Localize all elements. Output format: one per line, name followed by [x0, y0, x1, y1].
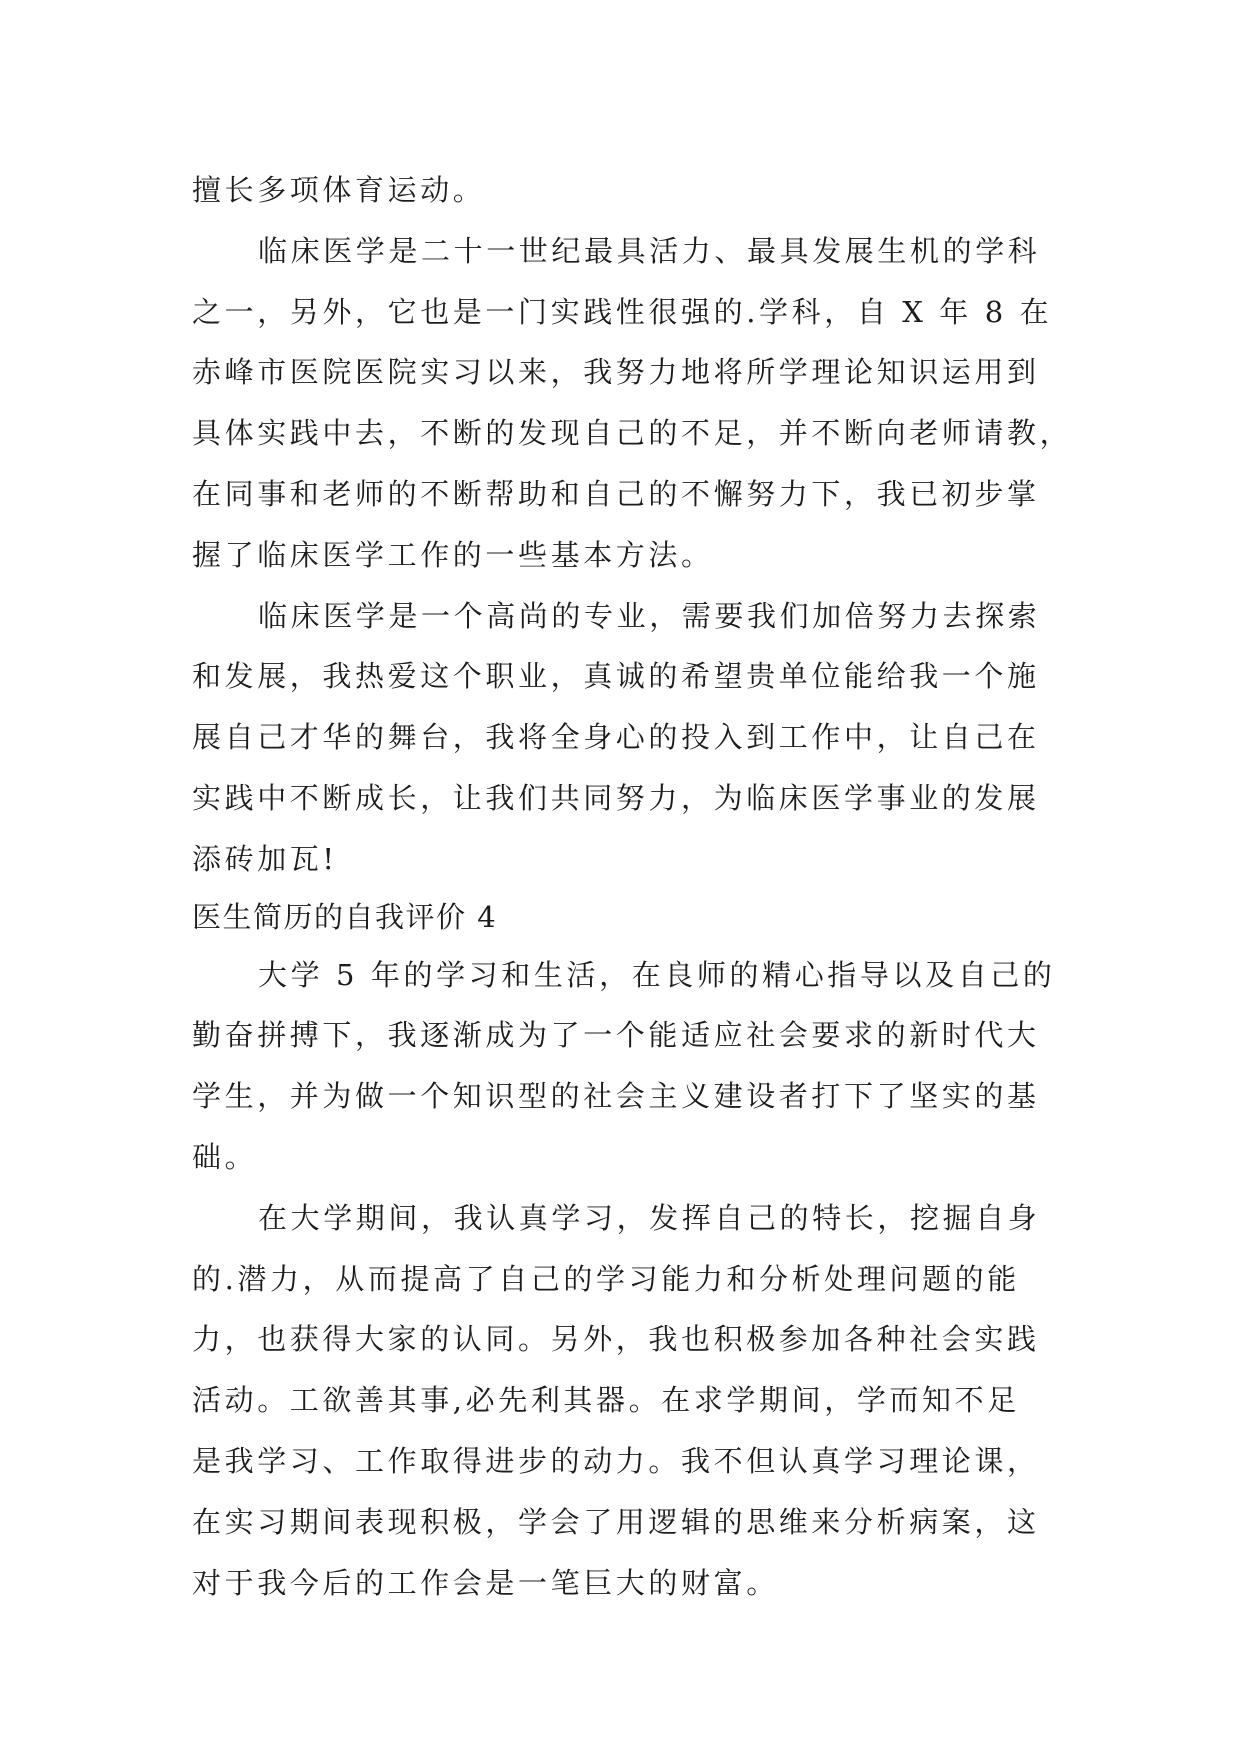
text-line: 和发展，我热爱这个职业，真诚的希望贵单位能给我一个施 [192, 659, 1040, 694]
text-line: 临床医学是二十一世纪最具活力、最具发展生机的学科 [258, 233, 1041, 268]
paragraph-clinical-medicine-internship [192, 221, 1073, 586]
text-line: 展自己才华的舞台，我将全身心的投入到工作中，让自己在 [192, 720, 1040, 755]
text-line: 在实习期间表现积极，学会了用逻辑的思维来分析病案，这 [192, 1504, 1040, 1539]
text-line: 在大学期间，我认真学习，发挥自己的特长，挖掘自身 [258, 1200, 1041, 1235]
text-line: 活动。工欲善其事,必先利其器。在求学期间，学而知不足 [192, 1383, 1020, 1418]
text-line: 是我学习、工作取得进步的动力。我不但认真学习理论课， [192, 1443, 1040, 1478]
text-line: 实践中不断成长，让我们共同努力，为临床医学事业的发展 [192, 780, 1040, 815]
text-line: 学生，并为做一个知识型的社会主义建设者打下了坚实的基 [192, 1079, 1040, 1114]
paragraph-university-period [192, 1188, 1052, 1614]
text-line: 擅长多项体育运动。 [192, 173, 486, 207]
text-line: 大学 5 年的学习和生活，在良师的精心指导以及自己的 [258, 957, 1056, 992]
text-line: 赤峰市医院医院实习以来，我努力地将所学理论知识运用到 [192, 355, 1040, 390]
continuation-paragraph [192, 160, 1052, 221]
text-line: 临床医学是一个高尚的专业，需要我们加倍努力去探索 [258, 598, 1041, 633]
section-heading: 医生简历的自我评价 4 [192, 899, 498, 934]
text-line: 之一，另外，它也是一门实践性很强的.学科，自 X 年 8 在 [192, 294, 1053, 329]
text-line: 添砖加瓦! [192, 841, 338, 876]
paragraph-career-aspiration [192, 586, 1052, 890]
text-line: 础。 [192, 1139, 258, 1174]
paragraph-university-study [192, 945, 1056, 1188]
text-line: 对于我今后的工作会是一笔巨大的财富。 [192, 1565, 779, 1600]
text-line: 具体实践中去，不断的发现自己的不足，并不断向老师请教， [192, 416, 1073, 451]
text-line: 力，也获得大家的认同。另外，我也积极参加各种社会实践 [192, 1322, 1040, 1357]
text-line: 在同事和老师的不断帮助和自己的不懈努力下，我已初步掌 [192, 476, 1040, 511]
text-line: 握了临床医学工作的一些基本方法。 [192, 537, 714, 572]
document-body [192, 160, 1073, 1613]
text-line: 的.潜力，从而提高了自己的学习能力和分析处理问题的能 [192, 1261, 1020, 1296]
text-line: 勤奋拼搏下，我逐渐成为了一个能适应社会要求的新时代大 [192, 1018, 1040, 1053]
